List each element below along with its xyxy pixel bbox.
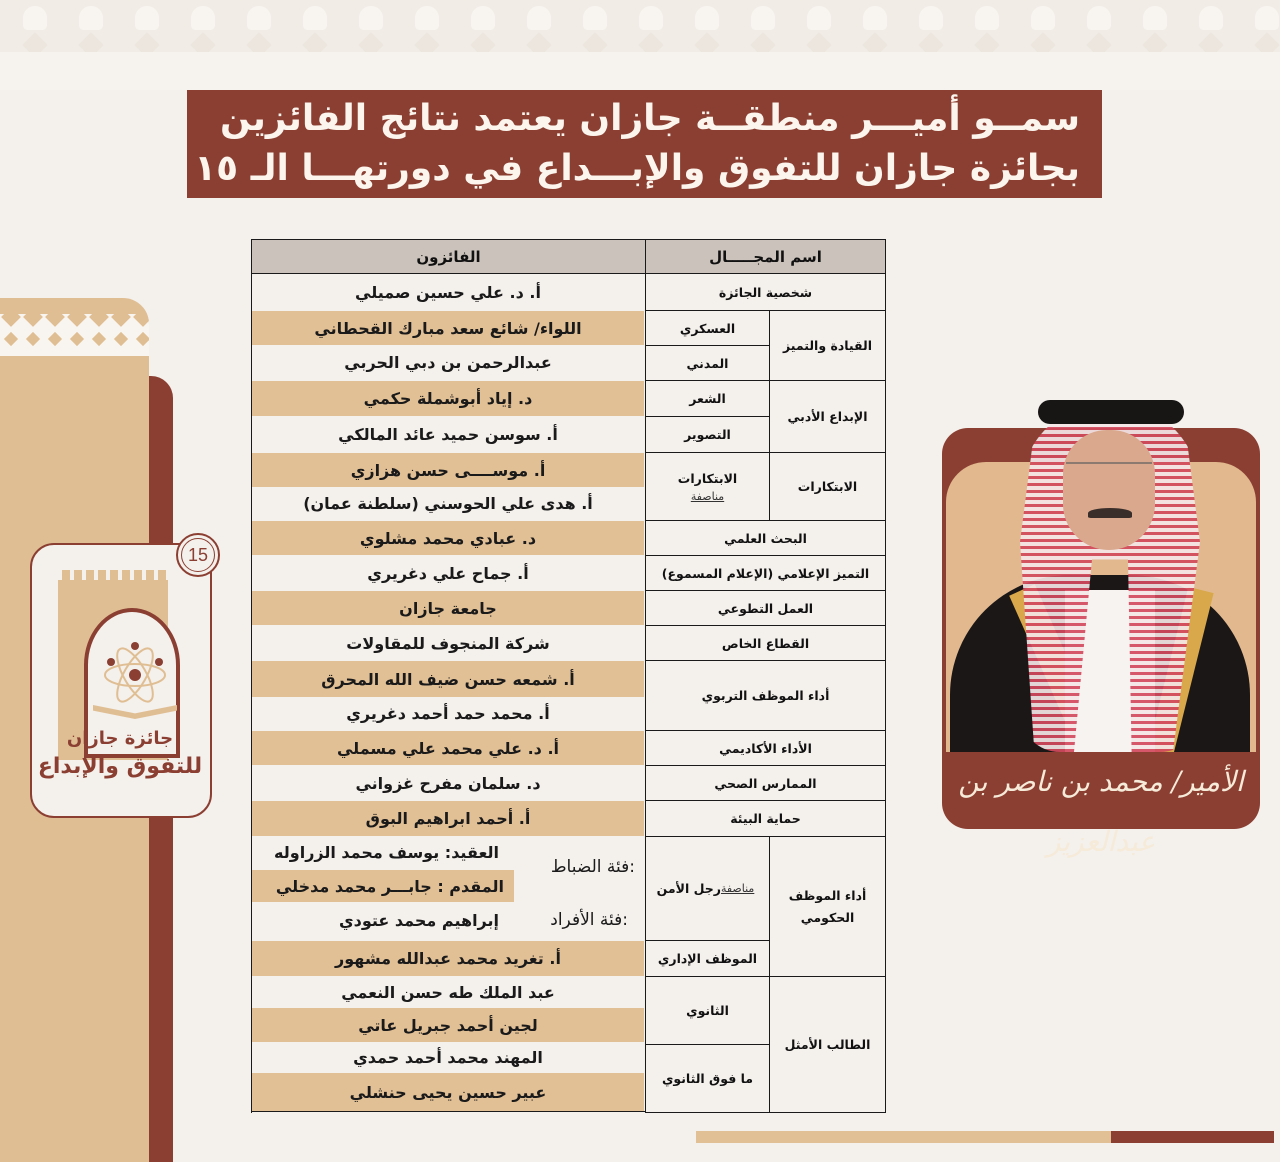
top-decorative-pattern <box>0 0 1280 90</box>
winner-cell: جامعة جازان <box>252 591 644 625</box>
subfield-administrative-employee: الموظف الإداري <box>645 940 770 977</box>
winner-cell: أ. تغريد محمد عبدالله مشهور <box>252 941 644 976</box>
logo-name-line-2: للتفوق والإبداع <box>37 754 203 779</box>
winner-cell: عبير حسين يحيى حنشلي <box>252 1073 644 1111</box>
field-innovations: الابتكارات <box>769 452 886 521</box>
subfield-civil: المدني <box>645 345 770 381</box>
subfield-innovations: الابتكارات مناصفة <box>645 452 770 521</box>
field-health-practitioner: الممارس الصحي <box>645 765 886 801</box>
field-environment-protection: حماية البيئة <box>645 800 886 837</box>
header-field: اسم المجـــــال <box>645 239 886 274</box>
field-scientific-research: البحث العلمي <box>645 520 886 556</box>
field-best-student: الطالب الأمثل <box>769 976 886 1113</box>
winner-cell: أ. سوسن حميد عائد المالكي <box>252 416 644 452</box>
field-volunteer-work: العمل التطوعي <box>645 590 886 626</box>
edition-number: 15 <box>187 544 209 565</box>
winner-cell: لجين أحمد جبريل عاتي <box>252 1008 644 1042</box>
logo-name-line-1: جائزة جازان <box>66 728 174 749</box>
atom-icon <box>100 640 170 710</box>
subfield-military: العسكري <box>645 310 770 346</box>
group-label-officers: فئة الضباط: <box>550 857 635 877</box>
table-bottom-border <box>251 1111 646 1113</box>
winner-cell: العقيد: يوسف محمد الزراوله <box>274 842 499 862</box>
winner-cell: د. عبادي محمد مشلوي <box>252 521 644 555</box>
winner-cell: د. سلمان مفرح غزواني <box>252 766 644 800</box>
field-private-sector: القطاع الخاص <box>645 625 886 661</box>
portrait-caption: الأمير/ محمد بن ناصر بن عبدالعزيز <box>958 765 1244 858</box>
winner-cell: أ. موســــى حسن هزازي <box>252 453 644 487</box>
winner-cell: المهند محمد أحمد حمدي <box>252 1042 644 1073</box>
table-left-border <box>251 239 252 1113</box>
subfield-post-secondary: ما فوق الثانوي <box>645 1044 770 1113</box>
edition-badge <box>176 533 220 577</box>
field-government-employee: أداء الموظف الحكومي <box>769 836 886 977</box>
title-line-1: سمــو أميـــر منطقــة جازان يعتمد نتائج الفائزين <box>220 98 1080 139</box>
title-line-2: بجائزة جازان للتفوق والإبـــداع في دورتهـــا الـ ١٥ <box>194 148 1080 189</box>
portrait-photo <box>950 390 1250 752</box>
winner-cell: أ. أحمد ابراهيم البوق <box>252 801 644 836</box>
footer-bar-red <box>1111 1131 1274 1143</box>
winner-cell: عبد الملك طه حسن النعمي <box>252 977 644 1008</box>
header-winners: الفائزون <box>251 239 646 274</box>
winner-cell: أ. د. علي حسين صميلي <box>252 274 644 310</box>
pattern-band <box>0 52 1280 90</box>
footer-bar-tan <box>696 1131 1111 1143</box>
winner-cell: المقدم : جابـــر محمد مدخلي <box>252 870 514 902</box>
winner-cell: د. إياد أبوشملة حكمي <box>252 381 644 416</box>
shared-note: مناصفة <box>720 882 755 895</box>
winner-cell: أ. شمعه حسن ضيف الله المحرق <box>252 661 644 697</box>
subfield-photography: التصوير <box>645 416 770 453</box>
subfield-secondary: الثانوي <box>645 976 770 1045</box>
field-leadership: القيادة والتميز <box>769 310 886 381</box>
field-award-personality: شخصية الجائزة <box>645 273 886 311</box>
winner-cell: اللواء/ شائع سعد مبارك القحطاني <box>252 311 644 345</box>
subfield-security-officer: رجل الأمن مناصفة <box>645 836 770 941</box>
field-educational-employee: أداء الموظف التربوي <box>645 660 886 731</box>
subfield-poetry: الشعر <box>645 380 770 417</box>
shared-note: مناصفة <box>690 489 725 503</box>
page-title <box>187 90 1102 198</box>
winner-cell: عبدالرحمن بن دبي الحربي <box>252 345 644 380</box>
winner-cell: شركة المنجوف للمقاولات <box>252 626 644 660</box>
field-academic-performance: الأداء الأكاديمي <box>645 730 886 766</box>
group-label-individuals: فئة الأفراد: <box>550 910 628 930</box>
winner-cell: أ. د. علي محمد علي مسملي <box>252 731 644 765</box>
winner-cell: إبراهيم محمد عتودي <box>338 910 499 930</box>
winner-cell: أ. جماح علي دغريري <box>252 556 644 590</box>
crown-pattern-icon <box>0 314 149 356</box>
field-literary-creativity: الإبداع الأدبي <box>769 380 886 453</box>
field-media-excellence: التميز الإعلامي (الإعلام المسموع) <box>645 555 886 591</box>
winner-cell: أ. محمد حمد أحمد دغريري <box>252 697 644 730</box>
winner-cell: أ. هدى علي الحوسني (سلطنة عمان) <box>252 487 644 520</box>
